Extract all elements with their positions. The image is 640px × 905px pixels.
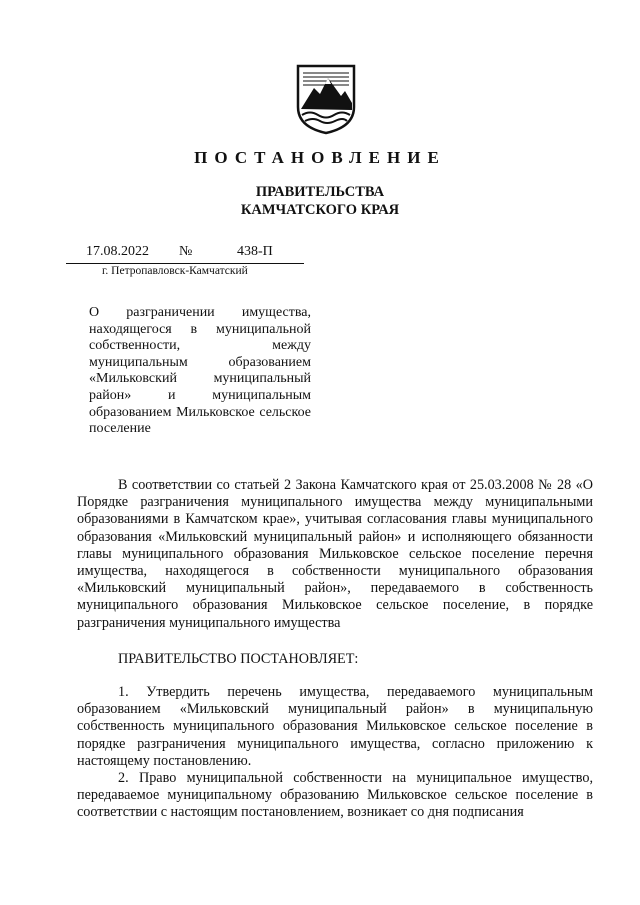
- authority-line-1: ПРАВИТЕЛЬСТВА: [255, 184, 385, 200]
- item-2-paragraph: 2. Право муниципальной собственности на муниципальное имущество, передаваемое муниципальному образованию Мильковское сельское поселение в соответствии с настоящим постановлением, возникает со дня подписания: [77, 770, 593, 821]
- authority-line-2: КАМЧАТСКОГО КРАЯ: [240, 202, 400, 218]
- document-subject: О разграничении имущества, находящегося в муниципальной собственности, между муниципальным образованием «Мильковский муниципальный район» и муниципальным образованием Мильковское сельское поселение: [89, 305, 311, 437]
- document-type-title: ПОСТАНОВЛЕНИЕ: [194, 148, 446, 167]
- resolution-heading: ПРАВИТЕЛЬСТВО ПОСТАНОВЛЯЕТ:: [118, 651, 359, 667]
- number-sign: №: [179, 244, 193, 259]
- document-number: 438-П: [237, 244, 273, 259]
- requisites-underline: [66, 263, 304, 264]
- issuing-authority: [0, 183, 640, 219]
- place-of-issue: г. Петропавловск-Камчатский: [102, 265, 248, 277]
- preamble-block: [77, 477, 593, 632]
- resolution-items: [77, 684, 593, 822]
- document-date: 17.08.2022: [86, 244, 149, 259]
- kamchatka-coat-of-arms-icon: [295, 63, 357, 135]
- item-1-paragraph: 1. Утвердить перечень имущества, передаваемого муниципальным образованием «Мильковский муниципальный район» в муниципальную собственность муниципального образования Мильковское сельское поселение в порядке разграничения муниципального имущества, согласно приложению к настоящему постановлению.: [77, 684, 593, 769]
- preamble-paragraph: В соответствии со статьей 2 Закона Камчатского края от 25.03.2008 № 28 «О Порядке разграничения муниципального имущества между муниципальными образованиями в Камчатском крае», учитывая согласования главы муниципального образования «Мильковский муниципальный район» и исполняющего обязанности главы муниципального образования Мильковское сельское поселение перечня имущества, находящегося в собственности муниципального образования «Мильковский муниципальный район», передаваемого в собственность муниципального образования Мильковское сельское поселение, в порядке разграничения муниципального имущества: [77, 477, 593, 631]
